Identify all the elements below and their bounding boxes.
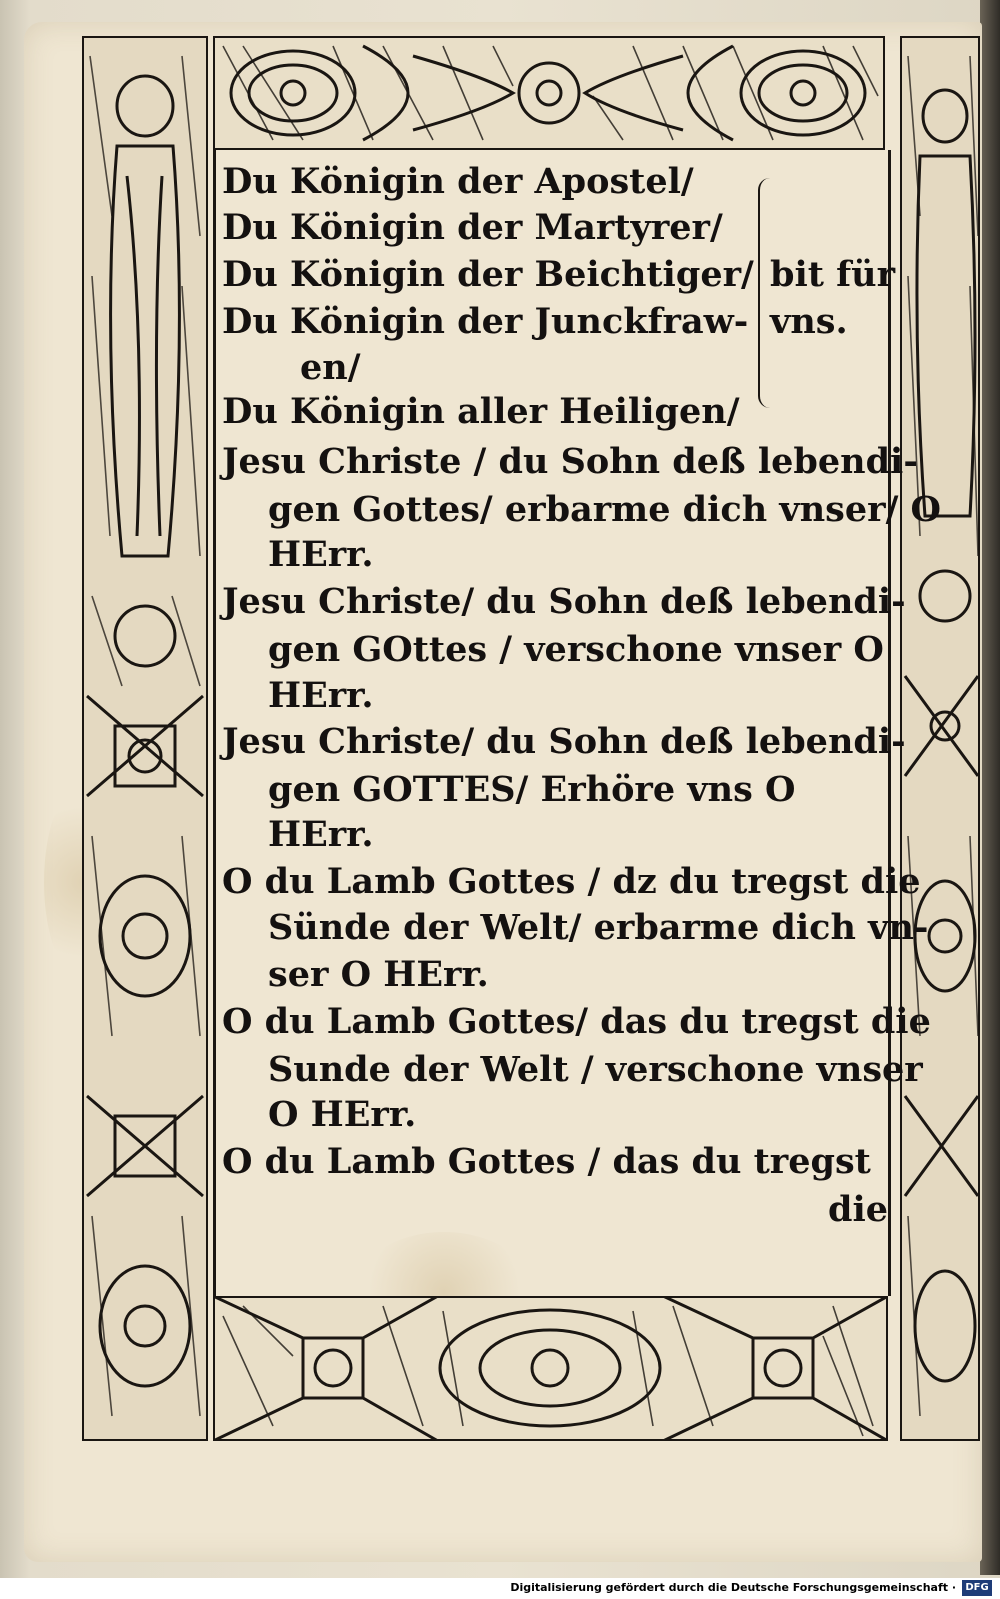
footer-credit: Digitalisierung gefördert durch die Deutsche Forschungsgemeinschaft ·: [510, 1581, 956, 1594]
litany-line: Jesu Christe/ du Sohn deß lebendi-: [222, 721, 906, 762]
dfg-logo: DFG: [962, 1580, 992, 1596]
book-edge: [980, 0, 1000, 1575]
litany-line: Jesu Christe/ du Sohn deß lebendi-: [222, 581, 906, 622]
litany-line: Du Königin der Junckfraw-: [222, 301, 749, 342]
litany-line: O HErr.: [268, 1094, 417, 1135]
litany-line: O du Lamb Gottes / das du tregst: [222, 1141, 871, 1182]
litany-line: gen Gottes/ erbarme dich vnser/ O: [268, 489, 942, 530]
litany-line: O du Lamb Gottes / dz du tregst die: [222, 861, 921, 902]
litany-line: O du Lamb Gottes/ das du tregst die: [222, 1001, 931, 1042]
litany-line: ser O HErr.: [268, 954, 489, 995]
litany-line: gen GOTTES/ Erhöre vns O: [268, 769, 796, 810]
catchword: die: [828, 1189, 889, 1230]
litany-line: Du Königin aller Heiligen/: [222, 391, 740, 432]
litany-line: en/: [300, 347, 361, 388]
litany-line: HErr.: [268, 814, 374, 855]
right-woodcut-border: [900, 36, 980, 1441]
litany-line: Du Königin der Martyrer/: [222, 207, 723, 248]
left-woodcut-border: [82, 36, 208, 1441]
litany-line: gen GOttes / verschone vnser O: [268, 629, 884, 670]
litany-line: Jesu Christe / du Sohn deß lebendi-: [222, 441, 918, 482]
litany-line: HErr.: [268, 675, 374, 716]
bottom-woodcut-border: [213, 1296, 888, 1441]
litany-response: vns.: [770, 301, 848, 342]
digitization-footer: [0, 1578, 1000, 1599]
litany-line: Du Königin der Apostel/: [222, 161, 694, 202]
litany-line: Du Königin der Beichtiger/: [222, 254, 754, 295]
litany-line: HErr.: [268, 534, 374, 575]
litany-line: Sünde der Welt/ erbarme dich vn-: [268, 907, 929, 948]
top-woodcut-border: [213, 36, 885, 150]
litany-response: bit für: [770, 254, 896, 295]
litany-line: Sunde der Welt / verschone vnser: [268, 1049, 923, 1090]
